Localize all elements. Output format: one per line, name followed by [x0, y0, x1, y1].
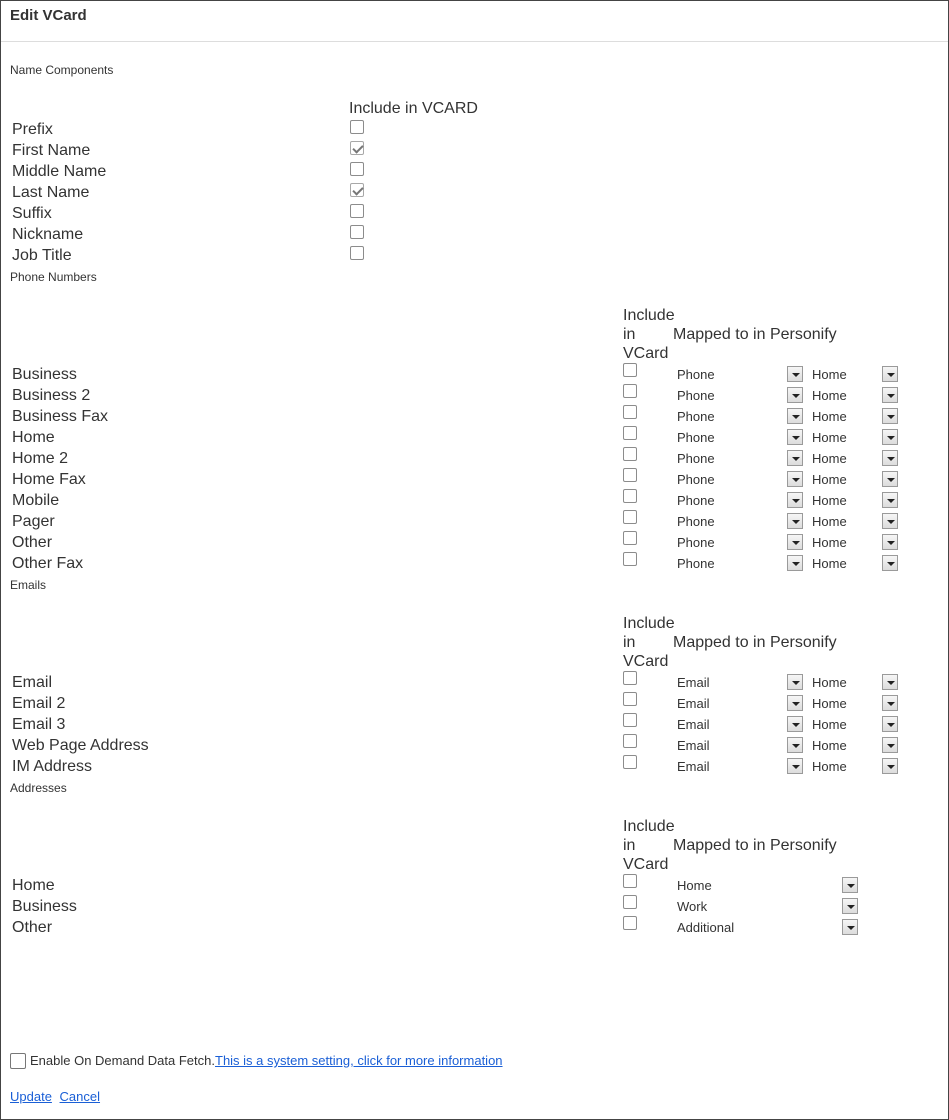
enable-on-demand-label: Enable On Demand Data Fetch. — [30, 1053, 215, 1068]
email-include-checkbox-email[interactable] — [623, 671, 637, 685]
include-checkbox-suffix[interactable] — [350, 204, 364, 218]
phone-location-select-value: Home — [812, 451, 847, 466]
chevron-down-icon[interactable] — [842, 877, 858, 893]
email-type-select-value: Email — [677, 717, 710, 732]
phone-include-checkbox-pager[interactable] — [623, 510, 637, 524]
phone-location-select-value: Home — [812, 409, 847, 424]
chevron-down-icon[interactable] — [882, 387, 898, 403]
email-row-label-web-page-address: Web Page Address — [12, 737, 149, 754]
include-checkbox-first-name[interactable] — [350, 141, 364, 155]
phone-type-select-value: Phone — [677, 409, 715, 424]
chevron-down-icon[interactable] — [787, 695, 803, 711]
phone-row-label-home: Home — [12, 429, 55, 446]
chevron-down-icon[interactable] — [787, 758, 803, 774]
email-type-select-value: Email — [677, 696, 710, 711]
address-type-select-value: Additional — [677, 920, 735, 935]
phone-include-checkbox-home[interactable] — [623, 426, 637, 440]
email-location-select-value: Home — [812, 696, 847, 711]
name-components-heading: Name Components — [10, 63, 114, 77]
chevron-down-icon[interactable] — [882, 555, 898, 571]
phone-include-checkbox-business-2[interactable] — [623, 384, 637, 398]
phone-location-select-value: Home — [812, 388, 847, 403]
chevron-down-icon[interactable] — [882, 408, 898, 424]
chevron-down-icon[interactable] — [787, 408, 803, 424]
chevron-down-icon[interactable] — [882, 366, 898, 382]
name-row-label-last-name: Last Name — [12, 184, 90, 201]
chevron-down-icon[interactable] — [787, 492, 803, 508]
email-include-checkbox-email-3[interactable] — [623, 713, 637, 727]
update-link[interactable]: Update — [10, 1089, 52, 1104]
phone-include-checkbox-home-fax[interactable] — [623, 468, 637, 482]
chevron-down-icon[interactable] — [882, 674, 898, 690]
phone-row-label-pager: Pager — [12, 513, 55, 530]
phone-row-label-business: Business — [12, 366, 77, 383]
chevron-down-icon[interactable] — [787, 387, 803, 403]
phone-include-checkbox-business[interactable] — [623, 363, 637, 377]
system-setting-info-link[interactable]: This is a system setting, click for more information — [215, 1053, 503, 1068]
page-title: Edit VCard — [10, 7, 87, 24]
email-type-select-value: Email — [677, 738, 710, 753]
chevron-down-icon[interactable] — [787, 534, 803, 550]
address-include-checkbox-other[interactable] — [623, 916, 637, 930]
phone-row-label-business-fax: Business Fax — [12, 408, 109, 425]
phone-row-label-mobile: Mobile — [12, 492, 60, 509]
include-in-vcard-header: Include in VCARD — [349, 100, 478, 117]
phone-include-checkbox-home-2[interactable] — [623, 447, 637, 461]
include-checkbox-prefix[interactable] — [350, 120, 364, 134]
addresses-heading: Addresses — [10, 781, 67, 795]
address-mapped-header: Mapped to in Personify — [673, 837, 837, 854]
chevron-down-icon[interactable] — [787, 737, 803, 753]
cancel-link[interactable]: Cancel — [59, 1089, 101, 1104]
address-include-header: Include in VCard — [623, 818, 675, 873]
name-row-label-job-title: Job Title — [12, 247, 72, 264]
name-row-label-nickname: Nickname — [12, 226, 84, 243]
phone-row-label-other: Other — [12, 534, 53, 551]
chevron-down-icon[interactable] — [882, 429, 898, 445]
chevron-down-icon[interactable] — [787, 429, 803, 445]
phone-location-select-value: Home — [812, 556, 847, 571]
name-row-label-suffix: Suffix — [12, 205, 52, 222]
email-row-label-email-3: Email 3 — [12, 716, 66, 733]
address-type-select-value: Home — [677, 878, 712, 893]
phone-row-label-other-fax: Other Fax — [12, 555, 84, 572]
title-divider — [1, 41, 948, 42]
chevron-down-icon[interactable] — [842, 919, 858, 935]
email-location-select-value: Home — [812, 738, 847, 753]
email-include-header: Include in VCard — [623, 615, 675, 670]
chevron-down-icon[interactable] — [882, 716, 898, 732]
chevron-down-icon[interactable] — [787, 674, 803, 690]
chevron-down-icon[interactable] — [882, 758, 898, 774]
email-include-checkbox-im-address[interactable] — [623, 755, 637, 769]
chevron-down-icon[interactable] — [842, 898, 858, 914]
email-row-label-email: Email — [12, 674, 53, 691]
email-include-checkbox-web-page-address[interactable] — [623, 734, 637, 748]
phone-numbers-heading: Phone Numbers — [10, 270, 97, 284]
chevron-down-icon[interactable] — [882, 492, 898, 508]
name-row-label-middle-name: Middle Name — [12, 163, 107, 180]
email-row-label-email-2: Email 2 — [12, 695, 66, 712]
enable-on-demand-checkbox[interactable] — [10, 1053, 26, 1069]
phone-type-select-value: Phone — [677, 367, 715, 382]
email-location-select-value: Home — [812, 759, 847, 774]
emails-heading: Emails — [10, 578, 47, 592]
email-type-select-value: Email — [677, 675, 710, 690]
address-row-label-other: Other — [12, 919, 53, 936]
phone-location-select-value: Home — [812, 430, 847, 445]
include-checkbox-middle-name[interactable] — [350, 162, 364, 176]
include-checkbox-last-name[interactable] — [350, 183, 364, 197]
phone-include-checkbox-other[interactable] — [623, 531, 637, 545]
form-actions — [10, 1089, 100, 1104]
phone-location-select-value: Home — [812, 472, 847, 487]
chevron-down-icon[interactable] — [882, 737, 898, 753]
chevron-down-icon[interactable] — [882, 450, 898, 466]
email-type-select-value: Email — [677, 759, 710, 774]
email-include-checkbox-email-2[interactable] — [623, 692, 637, 706]
chevron-down-icon[interactable] — [882, 513, 898, 529]
address-type-select-value: Work — [677, 899, 708, 914]
phone-include-checkbox-other-fax[interactable] — [623, 552, 637, 566]
phone-include-header: Include in VCard — [623, 307, 675, 362]
phone-location-select-value: Home — [812, 514, 847, 529]
phone-type-select-value: Phone — [677, 451, 715, 466]
phone-mapped-header: Mapped to in Personify — [673, 326, 837, 343]
chevron-down-icon[interactable] — [787, 366, 803, 382]
chevron-down-icon[interactable] — [787, 450, 803, 466]
phone-type-select-value: Phone — [677, 430, 715, 445]
chevron-down-icon[interactable] — [882, 534, 898, 550]
phone-row-label-business-2: Business 2 — [12, 387, 91, 404]
address-row-label-home: Home — [12, 877, 55, 894]
phone-type-select-value: Phone — [677, 472, 715, 487]
phone-row-label-home-fax: Home Fax — [12, 471, 86, 488]
name-row-label-prefix: Prefix — [12, 121, 53, 138]
phone-location-select-value: Home — [812, 367, 847, 382]
chevron-down-icon[interactable] — [787, 555, 803, 571]
phone-type-select-value: Phone — [677, 535, 715, 550]
chevron-down-icon[interactable] — [787, 716, 803, 732]
address-include-checkbox-business[interactable] — [623, 895, 637, 909]
phone-type-select-value: Phone — [677, 493, 715, 508]
phone-type-select-value: Phone — [677, 514, 715, 529]
email-location-select-value: Home — [812, 675, 847, 690]
email-location-select-value: Home — [812, 717, 847, 732]
phone-row-label-home-2: Home 2 — [12, 450, 69, 467]
phone-type-select-value: Phone — [677, 556, 715, 571]
name-row-label-first-name: First Name — [12, 142, 91, 159]
phone-location-select-value: Home — [812, 535, 847, 550]
chevron-down-icon[interactable] — [787, 513, 803, 529]
phone-include-checkbox-mobile[interactable] — [623, 489, 637, 503]
chevron-down-icon[interactable] — [882, 695, 898, 711]
phone-location-select-value: Home — [812, 493, 847, 508]
chevron-down-icon[interactable] — [882, 471, 898, 487]
email-mapped-header: Mapped to in Personify — [673, 634, 837, 651]
include-checkbox-job-title[interactable] — [350, 246, 364, 260]
chevron-down-icon[interactable] — [787, 471, 803, 487]
enable-on-demand-text — [30, 1053, 503, 1068]
phone-include-checkbox-business-fax[interactable] — [623, 405, 637, 419]
include-checkbox-nickname[interactable] — [350, 225, 364, 239]
address-include-checkbox-home[interactable] — [623, 874, 637, 888]
address-row-label-business: Business — [12, 898, 77, 915]
email-row-label-im-address: IM Address — [12, 758, 93, 775]
phone-type-select-value: Phone — [677, 388, 715, 403]
